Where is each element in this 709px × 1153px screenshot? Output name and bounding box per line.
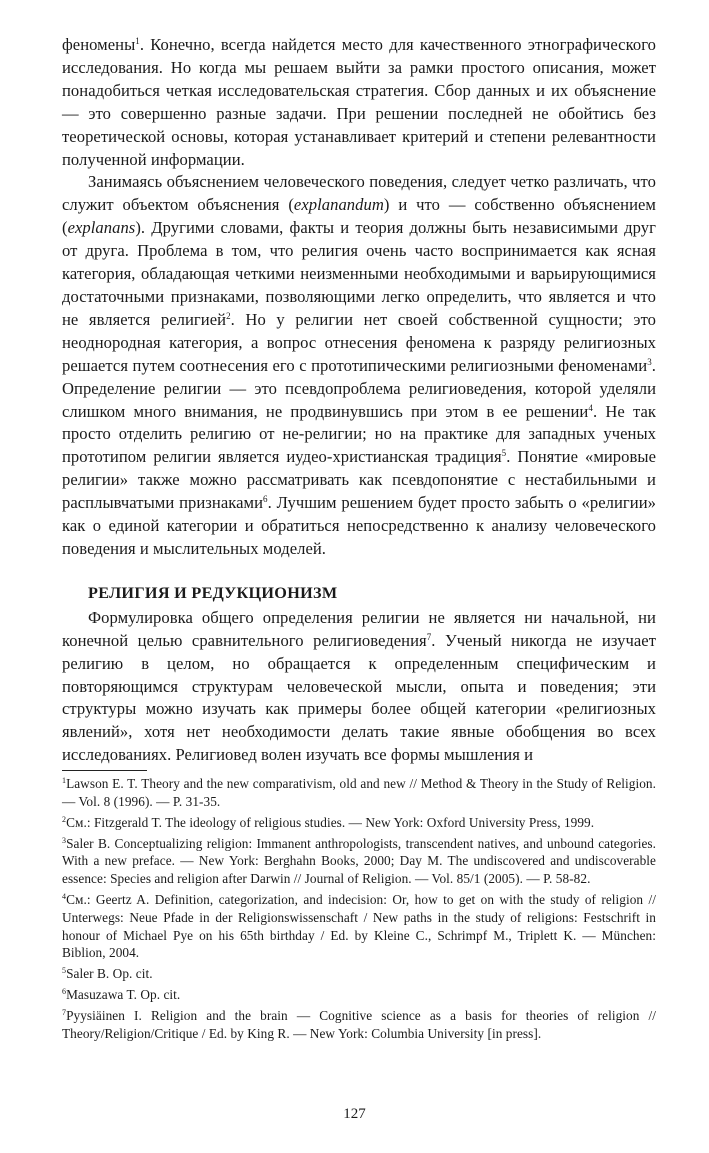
paragraph-3 bbox=[62, 607, 656, 767]
paragraph-1 bbox=[62, 34, 656, 171]
text: ). Другими словами, факты и теория должны быть независимыми друг от друга. Проблема в том, что религия очень часто воспринимается как ясная категория, обладающая четкими неизменными необходимыми и варьирующимися достаточными признаками, позволяющими легко определить, что является и что не является религией bbox=[62, 218, 656, 329]
text: феномены bbox=[62, 35, 136, 54]
footnote bbox=[62, 814, 656, 832]
footnote bbox=[62, 1007, 656, 1043]
text: ) и что — собственно объяснением ( bbox=[62, 195, 656, 238]
footnote-ref-3[interactable]: 3 bbox=[647, 356, 652, 367]
footnote bbox=[62, 986, 656, 1004]
term-explanandum: explanandum bbox=[293, 195, 384, 215]
footnote bbox=[62, 891, 656, 962]
footnote-text: Lawson E. T. Theory and the new comparativism, old and new // Method & Theory in the Study of Religion. — Vol. 8 (1996). — P. 31-35. bbox=[62, 776, 656, 809]
footnote-text: См.: Fitzgerald T. The ideology of religious studies. — New York: Oxford University Press, 1999. bbox=[66, 814, 595, 830]
text: Занимаясь объяснением человеческого поведения, следует четко различать, что служит объектом объяснения ( bbox=[62, 172, 656, 215]
text: . Понятие «мировые религии» также можно рассматривать как псевдопонятие с нестабильными и расплывчатыми признаками bbox=[62, 447, 656, 513]
footnote-number: 7 bbox=[62, 1007, 67, 1017]
footnote-text: Saler B. Op. cit. bbox=[66, 966, 153, 982]
footnote-ref-6[interactable]: 6 bbox=[263, 494, 268, 505]
text: Формулировка общего определения религии не является ни начальной, ни конечной целью сравнительного религиоведения bbox=[62, 607, 656, 650]
footnote bbox=[62, 775, 656, 811]
footnote-text: Masuzawa T. Op. cit. bbox=[66, 986, 181, 1002]
footnote-ref-1[interactable]: 1 bbox=[135, 36, 140, 46]
footnote-ref-2[interactable]: 2 bbox=[226, 310, 231, 321]
footnote bbox=[62, 965, 656, 983]
text: . Не так просто отделить религию от не-религии; но на практике для западных ученых прототипом религии является иудео-христианская традиция bbox=[62, 401, 657, 467]
footnotes bbox=[62, 775, 656, 1042]
text: . Лучшим решением будет просто забыть о «религии» как о единой категории и обратиться непосредственно к анализу человеческого поведения и мыслительных моделей. bbox=[62, 493, 656, 558]
section-heading: РЕЛИГИЯ И РЕДУКЦИОНИЗМ bbox=[88, 583, 338, 602]
footnote-number: 2 bbox=[62, 814, 67, 824]
text: . Ученый никогда не изучает религию в целом, но обращается к определенным специфическим и повторяющимся структурам человеческой мысли, опыта и поведения; эти структуры можно изучать как примеры более общей категории «религиозных явлений», хотя нет необходимости делать такие явные обобщения во всех исследованиях. Религиовед волен изучать все формы мышления и bbox=[62, 630, 656, 765]
footnote-number: 4 bbox=[62, 891, 67, 901]
text: . Но у религии нет своей собственной сущности; это неоднородная категория, а вопрос отнесения феномена к разряду религиозных решается путем соотнесения его с прототипическими религиозными феноменами bbox=[62, 309, 657, 375]
text: . Конечно, всегда найдется место для качественного этнографического исследования. Но когда мы решаем выйти за рамки простого описания, может понадобиться четкая исследовательская стратегия. Сбор данных и их объяснение — это совершенно разные задачи. При решении последней не обойтись без теоретической основы, которая устанавливает критерий и степени релевантности полученной информации. bbox=[62, 35, 656, 169]
page-content bbox=[62, 34, 656, 1045]
footnote-ref-5[interactable]: 5 bbox=[501, 448, 507, 459]
footnote-text: Pyysiäinen I. Religion and the brain — Cognitive science as a basis for theories of religion // Theory/Religion/Critique / Ed. by King R. — New York: Columbia University [in press]. bbox=[62, 1007, 656, 1041]
page-number: 127 bbox=[343, 1106, 366, 1122]
footnote bbox=[62, 835, 656, 888]
term-explanans: explanans bbox=[67, 218, 136, 238]
footnote-number: 1 bbox=[62, 776, 67, 786]
footnote-ref-4[interactable]: 4 bbox=[588, 402, 593, 413]
footnote-number: 3 bbox=[62, 835, 67, 845]
footnote-number: 5 bbox=[62, 966, 67, 976]
footnote-text: Saler B. Conceptualizing religion: Immanent anthropologists, transcendent natives, and unbound categories. With a new preface. — New York: Berghahn Books, 2000; Day M. The undiscovered and undiscoverable essence: Species and religion after Darwin // Journal of Religion. — Vol. 85/1 (2005). — P. 58-82. bbox=[62, 835, 656, 887]
paragraph-2 bbox=[62, 171, 656, 560]
footnote-number: 6 bbox=[62, 986, 67, 996]
footnote-separator bbox=[62, 770, 147, 771]
footnote-ref-7[interactable]: 7 bbox=[426, 631, 432, 642]
text: . Определение религии — это псевдопроблема религиоведения, которой уделяли слишком много внимания, не продвинувшись при этом в ее решении bbox=[62, 355, 656, 421]
footnote-text: См.: Geertz A. Definition, categorization, and indecision: Or, how to get on with the study of religion // Unterwegs: Neue Pfade in der Religionswissenschaft / New paths in the study of religions: Festschrift in honour of Michael Pye on his 65th birthday / Ed. by Kleine C., Schrimpf M., Triplett K. — München: Biblion, 2004. bbox=[62, 891, 656, 961]
